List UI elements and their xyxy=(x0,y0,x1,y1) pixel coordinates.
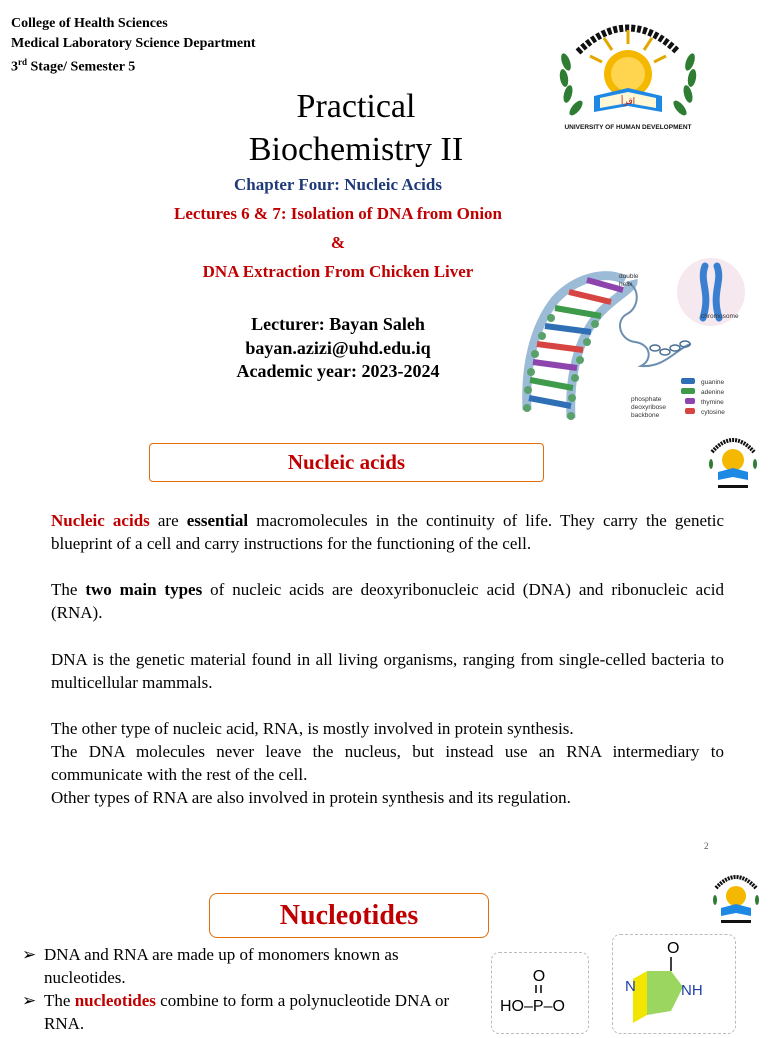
label-helix: helix xyxy=(619,281,633,288)
stage-rest: Stage/ Semester 5 xyxy=(27,59,136,75)
p1-bold: essential xyxy=(186,511,249,530)
paragraph-6: Other types of RNA are also involved in protein synthesis and its regulation. xyxy=(51,788,571,807)
legend-swatch-guanine xyxy=(681,378,695,384)
logo-caption: UNIVERSITY OF HUMAN DEVELOPMENT xyxy=(564,124,692,131)
lecturer-name: Lecturer: Bayan Saleh xyxy=(251,314,425,334)
legend-adenine: adenine xyxy=(701,389,725,396)
bullet-2-text-b: combine to form a polynucleotide DNA or RNA. xyxy=(44,991,450,1033)
base-nitrogen: N xyxy=(625,978,636,995)
base-legend xyxy=(681,378,725,416)
small-logo-1 xyxy=(704,432,762,494)
nucleotide-bullets xyxy=(22,943,452,1035)
bullet-item-1 xyxy=(22,943,452,989)
paragraph-2 xyxy=(51,578,724,624)
legend-cytosine: cytosine xyxy=(701,409,725,416)
paragraph-3: DNA is the genetic material found in all living organisms, ranging from single-celled bacteria to multicellular mammals. xyxy=(51,650,724,692)
small-logo-2 xyxy=(708,870,764,928)
p1-red-term: Nucleic acids xyxy=(51,511,150,530)
label-backbone: backbone xyxy=(631,412,660,419)
nucleotides-heading-box xyxy=(209,893,489,938)
bullet-2-text-a: The xyxy=(44,991,75,1010)
title-line-2: Biochemistry II xyxy=(248,131,464,168)
chapter-line xyxy=(0,175,676,195)
stage-number: 3 xyxy=(11,59,18,75)
p1-text-a: are xyxy=(149,511,187,530)
p1-text-b: macromolecules in the continuity of life. They carry the genetic blueprint of a cell and carry instructions for the functioning of the cell. xyxy=(51,511,724,553)
bullet-item-2 xyxy=(22,989,452,1035)
phosphate-structure-box xyxy=(491,952,589,1034)
college-name: College of Health Sciences xyxy=(11,16,168,31)
lectures-line-1: Lectures 6 & 7: Isolation of DNA from Onion xyxy=(173,204,503,223)
stage-suffix: rd xyxy=(18,57,27,67)
legend-swatch-cytosine xyxy=(685,408,695,414)
nucleic-acids-heading: Nucleic acids xyxy=(287,450,406,474)
legend-swatch-adenine xyxy=(681,388,695,394)
stage-semester xyxy=(11,53,135,77)
dna-structure-figure xyxy=(515,248,755,428)
page-number: 2 xyxy=(704,841,709,851)
base-structure-box xyxy=(612,934,736,1034)
label-chromosome: chromosome xyxy=(701,313,739,320)
paragraph-4: The other type of nucleic acid, RNA, is mostly involved in protein synthesis. xyxy=(51,719,574,738)
legend-thymine: thymine xyxy=(701,399,724,406)
bullet-1-text: DNA and RNA are made up of monomers known as nucleotides. xyxy=(44,945,399,987)
phosphate-chain: HO–P–O xyxy=(500,998,565,1015)
paragraph-1 xyxy=(51,509,724,555)
legend-swatch-thymine xyxy=(685,398,695,404)
title-line-1: Practical xyxy=(296,88,416,125)
nucleic-acids-heading-box xyxy=(149,443,544,482)
lectures-ampersand: & xyxy=(330,233,346,252)
logo-badge-text: اقرأ xyxy=(620,96,636,106)
lectures-line-2: DNA Extraction From Chicken Liver xyxy=(202,262,474,281)
label-phosphate: phosphate xyxy=(631,396,662,403)
chapter-prefix: Chapter Four: xyxy=(234,175,345,194)
legend-guanine: guanine xyxy=(701,379,725,386)
bullet-arrow-icon: ➢ xyxy=(22,945,37,964)
bullet-arrow-icon: ➢ xyxy=(22,991,37,1010)
p2-text-b: of nucleic acids are deoxyribonucleic acid (DNA) and ribonucleic acid (RNA). xyxy=(51,580,724,622)
department-name: Medical Laboratory Science Department xyxy=(11,36,256,51)
bullet-2-red-term: nucleotides xyxy=(74,991,156,1010)
label-deoxyribose: deoxyribose xyxy=(631,404,667,411)
base-nh: NH xyxy=(681,982,703,999)
p2-text-a: The xyxy=(51,580,86,599)
phosphate-oxygen: O xyxy=(532,968,546,985)
base-oxygen: O xyxy=(667,940,680,957)
label-double: double xyxy=(619,273,639,280)
lecturer-email: bayan.azizi@uhd.edu.iq xyxy=(245,338,431,358)
paragraph-5: The DNA molecules never leave the nucleus, but instead use an RNA intermediary to communicate with the rest of the cell. xyxy=(51,742,724,784)
chapter-topic: Nucleic Acids xyxy=(344,175,442,194)
nucleotides-heading: Nucleotides xyxy=(279,900,419,931)
academic-year: Academic year: 2023-2024 xyxy=(236,361,440,381)
p2-bold: two main types xyxy=(85,580,203,599)
